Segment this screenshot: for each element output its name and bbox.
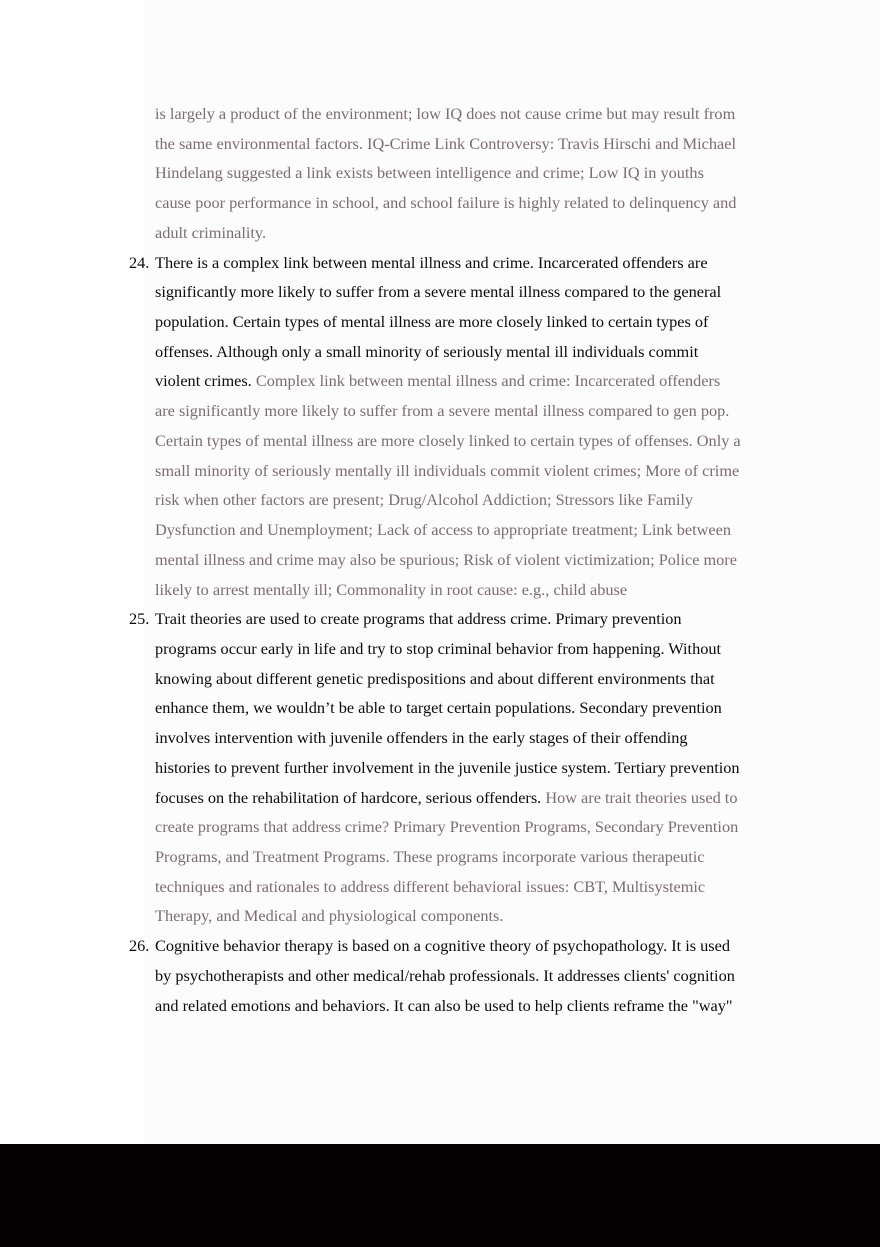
answer-text: by psychotherapists and other medical/rehab professionals. It addresses clients' cognition: [155, 965, 735, 985]
note-text: mental illness and crime may also be spurious; Risk of violent victimization; Police more: [155, 549, 737, 569]
answer-text: involves intervention with juvenile offenders in the early stages of their offending: [155, 728, 688, 748]
text-line: [155, 253, 708, 273]
note-text: Programs, and Treatment Programs. These programs incorporate various therapeutic: [155, 847, 705, 866]
text-line: [155, 401, 729, 421]
answer-text: There is a complex link between mental illness and crime. Incarcerated offenders are: [155, 252, 708, 272]
text-line: [155, 906, 503, 926]
note-text: the same environmental factors. IQ-Crime Link Controversy: Travis Hirschi and Michael: [155, 133, 737, 153]
text-line: [155, 996, 733, 1016]
text-line: [155, 371, 720, 391]
list-item-number: 26.: [129, 936, 150, 956]
text-line: [155, 609, 682, 629]
answer-text: significantly more likely to suffer from a severe mental illness compared to the general: [155, 282, 722, 302]
answer-text: Cognitive behavior therapy is based on a cognitive theory of psychopathology. It is used: [155, 936, 730, 956]
answer-text: offenses. Although only a small minority of seriously mental ill individuals commit: [155, 341, 699, 361]
text-line: [155, 728, 687, 748]
text-line: [155, 282, 721, 302]
note-text: Certain types of mental illness are more closely linked to certain types of offenses. Only a: [155, 430, 741, 450]
note-text: risk when other factors are present; Drug/Alcohol Addiction; Stressors like Family: [155, 490, 694, 510]
text-line: [155, 550, 737, 570]
text-line: [155, 639, 721, 659]
answer-text: histories to prevent further involvement in the juvenile justice system. Tertiary prevention: [155, 757, 740, 777]
text-line: [155, 847, 705, 867]
list-item-number: 25.: [129, 609, 150, 629]
answer-text: knowing about different genetic predispositions and about different environments that: [155, 668, 715, 688]
note-text: adult criminality.: [155, 222, 267, 242]
text-line: [155, 788, 737, 808]
note-text: are significantly more likely to suffer from a severe mental illness compared to gen pop.: [155, 401, 730, 421]
answer-text: violent crimes.: [155, 371, 256, 391]
answer-text: and related emotions and behaviors. It can also be used to help clients reframe the "way": [155, 995, 733, 1015]
note-text: Hindelang suggested a link exists between intelligence and crime; Low IQ in youths: [155, 163, 704, 183]
answer-text: enhance them, we wouldn’t be able to target certain populations. Secondary prevention: [155, 698, 722, 718]
text-line: [155, 966, 735, 986]
note-text: Dysfunction and Unemployment; Lack of access to appropriate treatment; Link between: [155, 520, 731, 540]
answer-text: Trait theories are used to create programs that address crime. Primary prevention: [155, 609, 682, 629]
note-text: small minority of seriously mentally ill individuals commit violent crimes; More of crime: [155, 460, 740, 480]
note-text: Therapy, and Medical and physiological components.: [155, 906, 504, 926]
text-line: [155, 223, 266, 243]
text-line: [155, 342, 698, 362]
note-text: How are trait theories used to: [545, 787, 738, 807]
note-text: is largely a product of the environment; low IQ does not cause crime but may result from: [155, 104, 736, 123]
text-line: [155, 193, 736, 213]
text-line: [155, 758, 740, 778]
list-item-number: 24.: [129, 252, 150, 272]
note-text: techniques and rationales to address different behavioral issues: CBT, Multisystemic: [155, 876, 706, 896]
text-line: [155, 698, 722, 718]
text-line: [155, 936, 730, 956]
bottom-black-bar: [0, 1144, 880, 1247]
answer-text: focuses on the rehabilitation of hardcore, serious offenders.: [155, 787, 546, 807]
answer-text: population. Certain types of mental illness are more closely linked to certain types of: [155, 312, 709, 332]
text-line: [155, 817, 738, 837]
text-line: [155, 580, 627, 600]
text-line: [155, 431, 741, 451]
text-line: [155, 461, 739, 481]
text-line: [155, 163, 704, 183]
note-text: cause poor performance in school, and school failure is highly related to delinquency and: [155, 193, 737, 213]
text-line: [155, 669, 715, 689]
text-line: [155, 104, 735, 124]
text-line: [155, 312, 708, 332]
note-text: Complex link between mental illness and crime: Incarcerated offenders: [255, 371, 721, 391]
text-line: [155, 520, 731, 540]
text-line: [155, 490, 693, 510]
text-line: [155, 877, 705, 897]
note-text: likely to arrest mentally ill; Commonality in root cause: e.g., child abuse: [155, 579, 628, 599]
text-line: [155, 134, 736, 154]
note-text: create programs that address crime? Primary Prevention Programs, Secondary Prevention: [155, 817, 739, 837]
answer-text: programs occur early in life and try to stop criminal behavior from happening. Without: [155, 638, 722, 658]
